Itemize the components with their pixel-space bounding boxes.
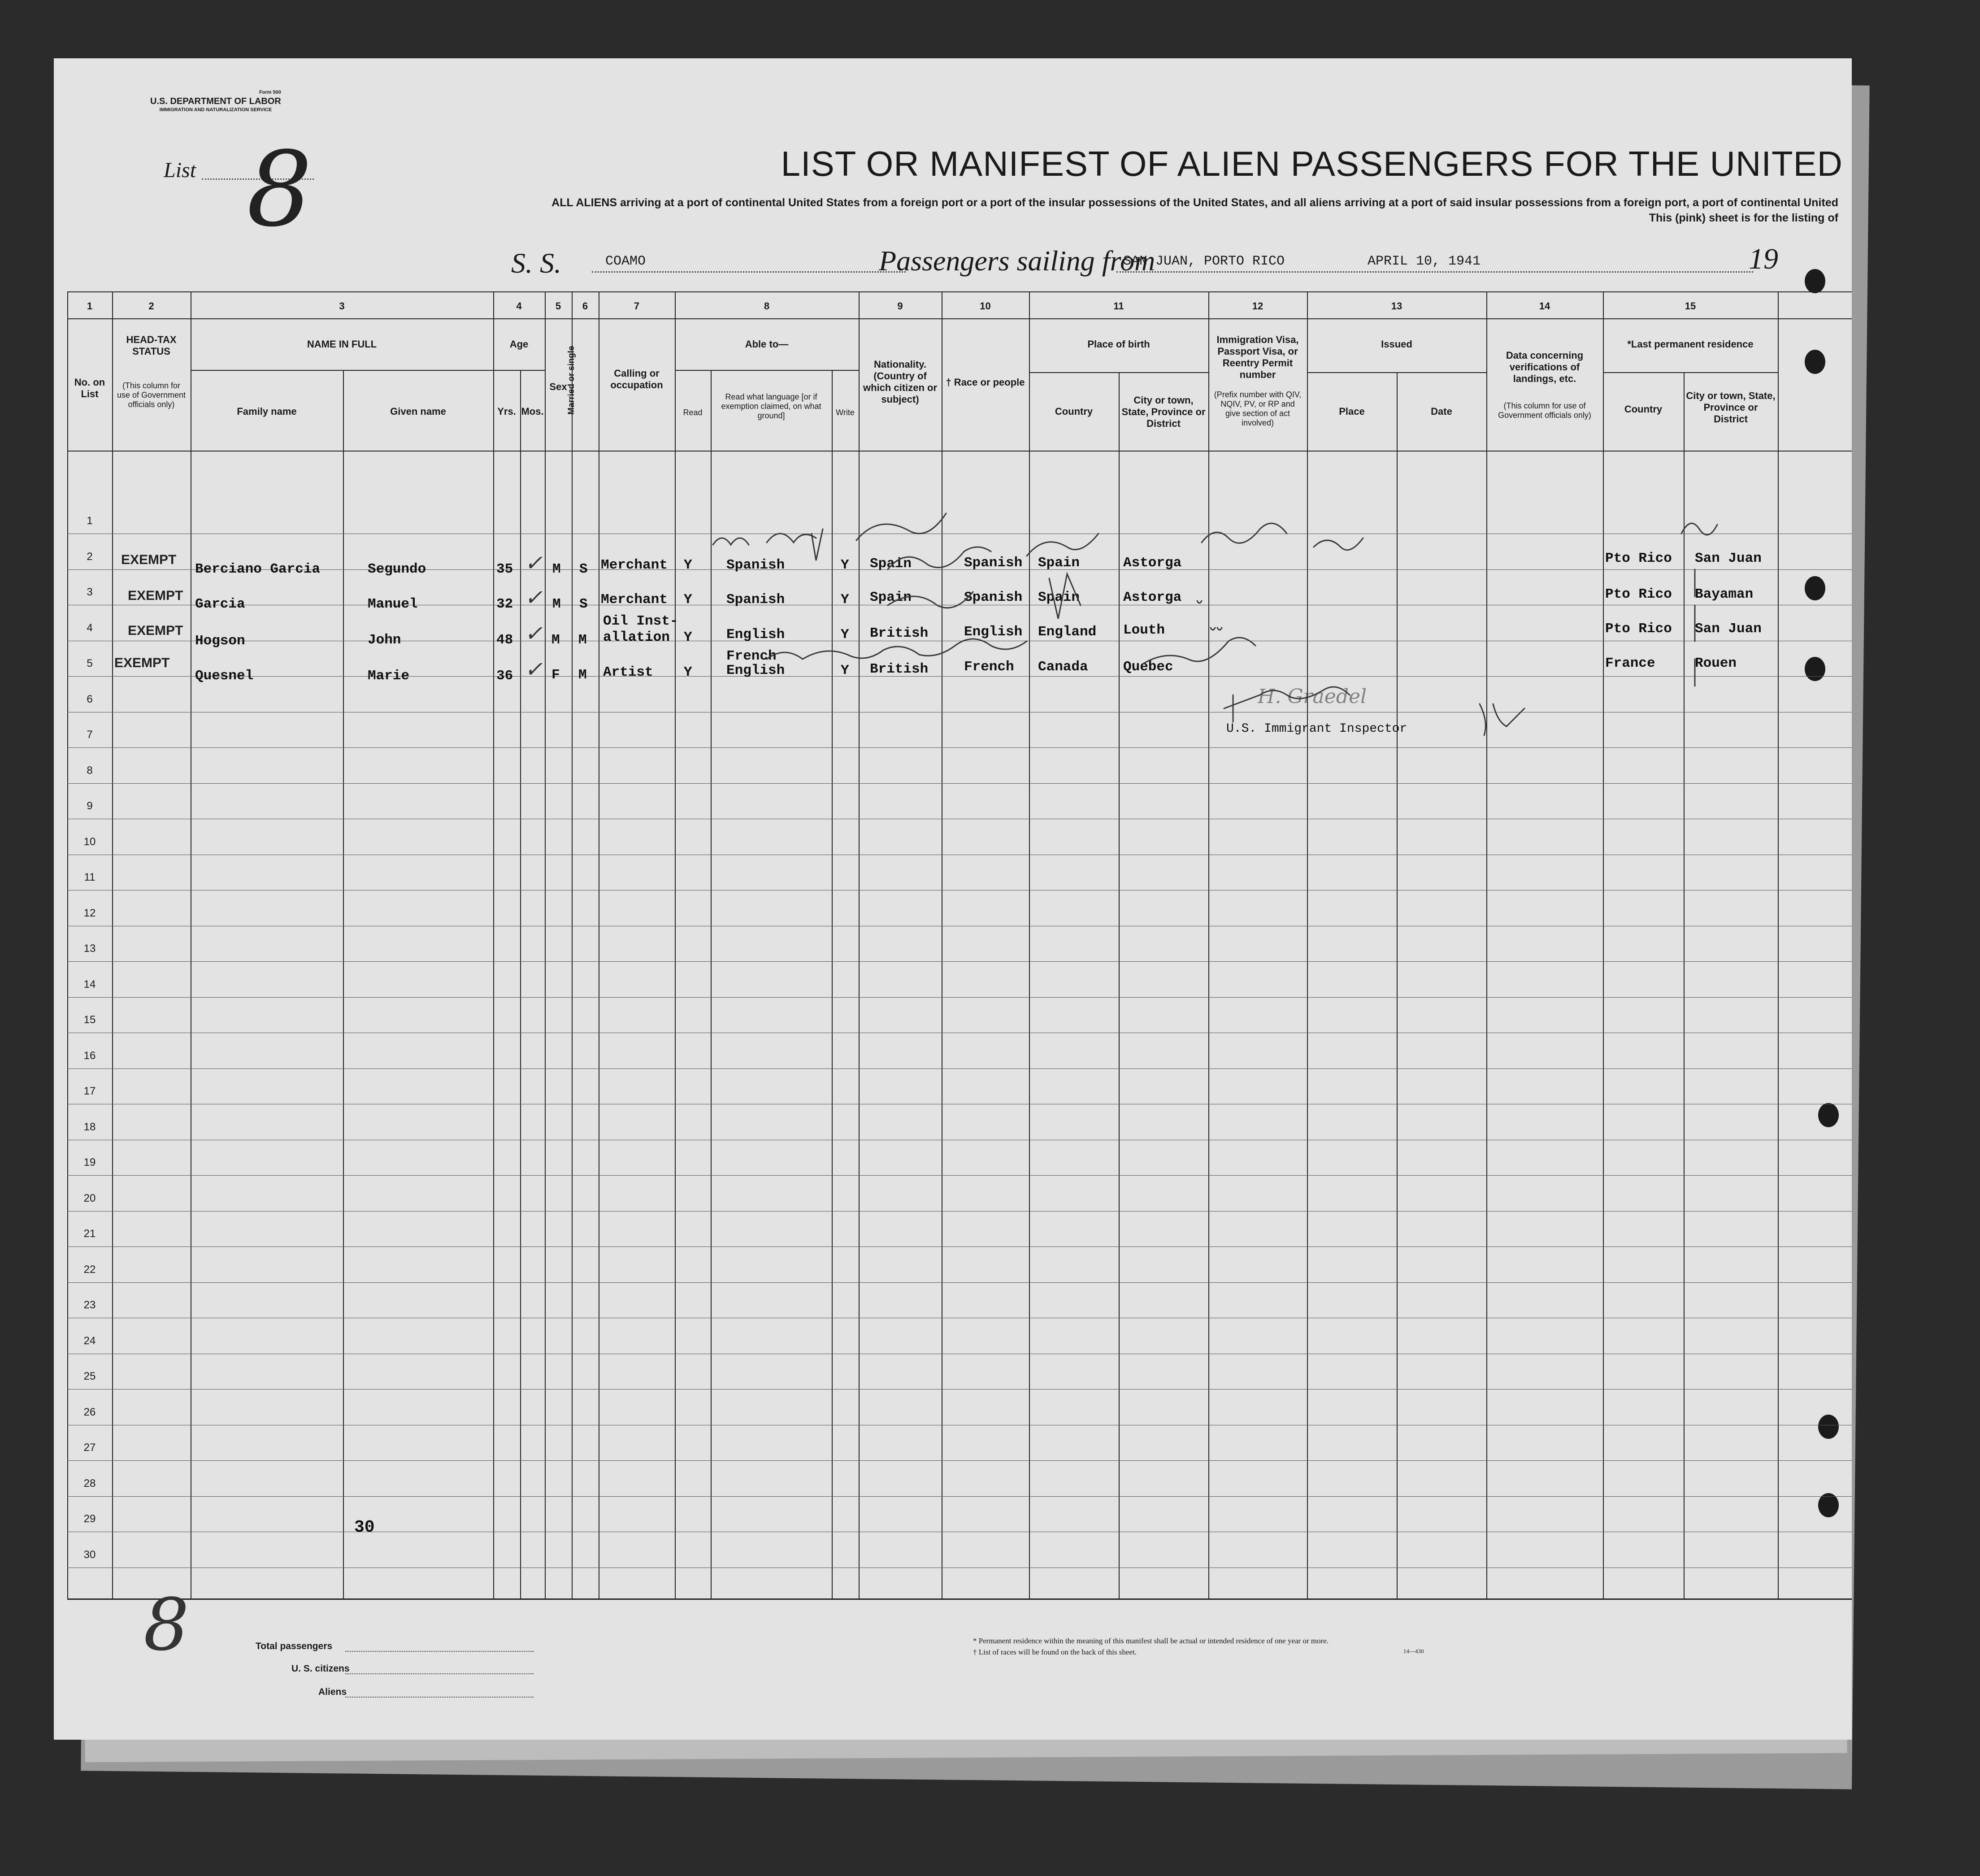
birth-city: Astorga — [1123, 590, 1182, 605]
row-number: 7 — [87, 729, 93, 741]
sailing-label: Passengers sailing from — [879, 245, 1155, 277]
handwritten-scribble — [767, 534, 816, 543]
row-number: 3 — [87, 586, 93, 598]
ship-line — [592, 271, 906, 273]
race: Spanish — [964, 555, 1023, 571]
row-number: 17 — [83, 1085, 96, 1097]
row-number: 28 — [83, 1477, 96, 1490]
col-number: 4 — [516, 300, 522, 312]
inspector-label: U.S. Immigrant Inspector — [1226, 722, 1407, 736]
sex: M — [552, 596, 561, 612]
col-number: 15 — [1685, 300, 1696, 312]
header-residence: *Last permanent residence — [1627, 339, 1754, 350]
header-issued-date: Date — [1431, 406, 1452, 417]
header-read-language: Read what language [or if exemption claimed, on what ground] — [721, 392, 821, 420]
given-name: John — [368, 632, 401, 648]
marital-status: M — [578, 667, 587, 683]
sex: M — [552, 561, 561, 577]
stamp-number: 30 — [354, 1518, 375, 1537]
read-language: Spanish — [726, 592, 785, 608]
occupation: Artist — [603, 664, 653, 680]
head-tax-stamp: EXEMPT — [121, 552, 177, 567]
header-able-to: Able to— — [745, 339, 789, 350]
ditto-mark — [1197, 601, 1202, 603]
header-race: † Race or people — [946, 377, 1025, 388]
col-number: 12 — [1252, 300, 1264, 312]
row-number: 23 — [83, 1299, 96, 1311]
department: U.S. DEPARTMENT OF LABOR — [150, 96, 281, 106]
can-write: Y — [841, 627, 849, 643]
handwritten-scribble — [888, 547, 991, 569]
age-years: 32 — [496, 596, 513, 612]
footer-list-number: 8 — [143, 1583, 189, 1667]
check-mark: ✓ — [525, 621, 543, 646]
read-language: English — [726, 627, 785, 643]
birth-city: Quebec — [1123, 659, 1173, 675]
list-number: 8 — [247, 130, 313, 250]
nationality: British — [870, 661, 929, 677]
birth-city: Astorga — [1123, 555, 1182, 571]
row-number: 1 — [87, 515, 93, 527]
sailing-date: APRIL 10, 1941 — [1368, 254, 1481, 269]
header-name-in-full: NAME IN FULL — [307, 339, 377, 350]
col-number: 8 — [764, 300, 770, 312]
sailing-port: SAN JUAN, PORTO RICO — [1123, 254, 1285, 269]
row-number: 26 — [83, 1406, 96, 1418]
header-verification-note: (This column for use of Government officials only) — [1498, 401, 1591, 420]
residence-city: Rouen — [1695, 656, 1737, 671]
family-name: Quesnel — [195, 668, 254, 684]
check-mark: ✓ — [525, 657, 543, 682]
occupation: Oil Inst- — [603, 613, 678, 629]
read-language-2: English — [726, 663, 785, 678]
residence-city: San Juan — [1695, 551, 1762, 566]
head-tax-stamp: EXEMPT — [128, 623, 183, 638]
row-number: 10 — [83, 835, 96, 848]
header-head-tax-note: (This column for use of Government officials only) — [117, 381, 186, 409]
row-number: 30 — [83, 1548, 96, 1561]
header-married: Married or single — [567, 346, 576, 415]
residence-city: San Juan — [1695, 621, 1762, 637]
residence-country: Pto Rico — [1605, 551, 1672, 566]
handwritten-scribble — [713, 538, 749, 545]
header-verification: Data concerning verifications of landings, etc. — [1506, 350, 1584, 384]
header-no-on-list: No. on List — [74, 377, 105, 400]
can-write: Y — [841, 557, 849, 573]
row-number: 18 — [83, 1120, 96, 1133]
occupation-line-2: allation — [603, 630, 670, 645]
header-calling: Calling or occupation — [610, 368, 663, 391]
row-number: 22 — [83, 1263, 96, 1276]
birth-country: Spain — [1038, 590, 1080, 605]
col-number: 2 — [148, 300, 154, 312]
header-residence-city: City or town, State, Province or District — [1686, 390, 1776, 425]
birth-country: Spain — [1038, 555, 1080, 571]
inspector-signature-text: H. Graedel — [1258, 685, 1367, 708]
header-issued-place: Place — [1339, 406, 1365, 417]
footnote-races: † List of races will be found on the back of this sheet. — [973, 1648, 1137, 1656]
row-number: 13 — [83, 942, 96, 955]
handwritten-scribble — [1143, 638, 1255, 664]
punch-hole — [1805, 269, 1825, 293]
handwritten-scribble — [812, 529, 823, 560]
total-passengers-line — [345, 1651, 534, 1652]
can-write: Y — [841, 592, 849, 608]
marital-status: S — [579, 561, 588, 577]
col-number: 10 — [980, 300, 991, 312]
given-name: Marie — [368, 668, 410, 684]
race: French — [964, 659, 1014, 675]
row-number: 2 — [87, 550, 93, 563]
col-number: 9 — [897, 300, 903, 312]
check-mark: ✓ — [525, 551, 543, 576]
footnote-residence: * Permanent residence within the meaning of this manifest shall be actual or intended residence of one year or more. — [973, 1637, 1329, 1645]
us-citizens-line — [345, 1673, 534, 1674]
sailing-line — [1116, 271, 1753, 273]
header-nationality: Nationality. (Country of which citizen or subject) — [863, 359, 938, 405]
given-name: Manuel — [368, 596, 418, 612]
ditto-mark — [1211, 628, 1222, 630]
row-number: 29 — [83, 1513, 96, 1525]
marital-status: S — [579, 596, 588, 612]
race: Spanish — [964, 590, 1023, 605]
occupation: Merchant — [601, 557, 668, 573]
header-family-name: Family name — [237, 406, 297, 417]
header-visa: Immigration Visa, Passport Visa, or Reentry Permit number — [1216, 334, 1299, 380]
check-mark: ✓ — [525, 585, 543, 610]
family-name: Garcia — [195, 596, 245, 612]
header-age: Age — [509, 339, 529, 350]
row-number: 8 — [87, 764, 93, 777]
marital-status: M — [578, 632, 587, 648]
handwritten-scribble — [1027, 534, 1099, 556]
handwritten-scribble — [1202, 523, 1287, 543]
row-number: 11 — [84, 871, 96, 883]
col-number: 1 — [87, 300, 93, 312]
row-number: 27 — [83, 1442, 96, 1454]
residence-country: Pto Rico — [1605, 621, 1672, 637]
manifest-sheet — [54, 58, 1852, 1740]
page-title: LIST OR MANIFEST OF ALIEN PASSENGERS FOR THE UNITED — [781, 144, 1843, 183]
head-tax-stamp: EXEMPT — [114, 656, 170, 670]
row-number: 20 — [83, 1192, 96, 1204]
can-read: Y — [684, 557, 692, 573]
header-mos: Mos. — [521, 406, 544, 417]
form-code: 14—430 — [1403, 1648, 1424, 1655]
header-read: Read — [683, 408, 703, 417]
sex: F — [551, 667, 560, 683]
col-number: 3 — [339, 300, 345, 312]
head-tax-stamp: EXEMPT — [128, 588, 183, 603]
handwritten-scribble — [856, 513, 946, 540]
subtitle-line-2: This (pink) sheet is for the listing of — [1649, 212, 1838, 224]
race: English — [964, 624, 1023, 640]
family-name: Berciano Garcia — [195, 561, 321, 577]
birth-country: England — [1038, 624, 1097, 640]
row-number: 12 — [83, 907, 96, 919]
subtitle-line-1: ALL ALIENS arriving at a port of continental United States from a foreign port or a port of the insular possessions of the United States, and all aliens arriving at a port of said insular possessions from a foreign port, a port of continental United — [551, 196, 1838, 209]
handwritten-scribble — [1049, 574, 1081, 619]
family-name: Hogson — [195, 633, 245, 649]
read-language: French — [726, 648, 777, 664]
header-yrs: Yrs. — [497, 406, 516, 417]
col-number: 13 — [1391, 300, 1402, 312]
nationality: Spain — [870, 590, 912, 605]
handwritten-scribble — [1681, 523, 1717, 535]
ship-name: COAMO — [605, 254, 646, 269]
header-visa-note: (Prefix number with QIV, NQIV, PV, or RP and give section of act involved) — [1214, 390, 1302, 427]
header-given-name: Given name — [390, 406, 446, 417]
us-citizens-label: U. S. citizens — [291, 1663, 350, 1674]
can-read: Y — [684, 592, 692, 608]
birth-city: Louth — [1123, 622, 1165, 638]
row-number: 5 — [87, 657, 93, 669]
header-place-of-birth: Place of birth — [1087, 339, 1150, 350]
handwritten-scribble — [888, 592, 973, 608]
row-number: 9 — [87, 800, 93, 812]
residence-country: France — [1605, 656, 1655, 671]
row-number: 24 — [83, 1334, 96, 1347]
handwritten-scribble — [767, 639, 1027, 659]
header-birth-country: Country — [1055, 406, 1093, 417]
row-number: 21 — [83, 1228, 96, 1240]
aliens-line — [345, 1697, 534, 1698]
nationality: British — [870, 625, 929, 641]
age-years: 35 — [496, 561, 513, 577]
header-residence-country: Country — [1624, 404, 1663, 415]
residence-city: Bayaman — [1695, 586, 1754, 602]
handwritten-scribble — [1314, 538, 1363, 550]
age-years: 48 — [496, 632, 513, 648]
header-sex: Sex — [549, 381, 567, 392]
total-passengers-label: Total passengers — [256, 1641, 333, 1651]
row-number: 19 — [83, 1156, 96, 1168]
read-language: Spanish — [726, 557, 785, 573]
form-number: Form 500 — [259, 90, 281, 95]
year: 19 — [1749, 243, 1778, 275]
row-number: 15 — [83, 1014, 96, 1026]
given-name: Segundo — [368, 561, 426, 577]
aliens-label: Aliens — [318, 1687, 347, 1697]
col-number: 5 — [555, 300, 561, 312]
header-issued: Issued — [1381, 339, 1412, 350]
list-label: List — [164, 158, 196, 182]
header-birth-city: City or town, State, Province or District — [1121, 395, 1206, 429]
handwritten-initials — [1480, 704, 1524, 735]
nationality: Spain — [870, 556, 912, 572]
birth-country: Canada — [1038, 659, 1088, 675]
col-number: 11 — [1113, 300, 1124, 312]
row-number: 4 — [87, 621, 93, 634]
row-number: 14 — [83, 978, 96, 990]
header-write: Write — [836, 408, 855, 417]
residence-country: Pto Rico — [1605, 586, 1672, 602]
col-number: 6 — [582, 300, 588, 312]
form-header — [150, 90, 281, 113]
sex: M — [551, 632, 560, 648]
can-read: Y — [684, 664, 692, 680]
row-number: 6 — [87, 693, 93, 705]
col-number: 14 — [1539, 300, 1550, 312]
can-write: Y — [841, 663, 849, 678]
col-number: 7 — [634, 300, 640, 312]
can-read: Y — [684, 630, 692, 645]
handwriting-marks — [67, 291, 1852, 1603]
row-number: 25 — [83, 1370, 96, 1382]
header-head-tax: HEAD-TAX STATUS — [126, 334, 177, 357]
ss-label: S. S. — [511, 247, 561, 279]
occupation: Merchant — [601, 592, 668, 608]
service: IMMIGRATION AND NATURALIZATION SERVICE — [159, 107, 272, 113]
manifest-table — [67, 291, 1852, 1603]
age-years: 36 — [496, 668, 513, 684]
subtitle — [412, 195, 1838, 226]
row-number: 16 — [83, 1049, 96, 1062]
